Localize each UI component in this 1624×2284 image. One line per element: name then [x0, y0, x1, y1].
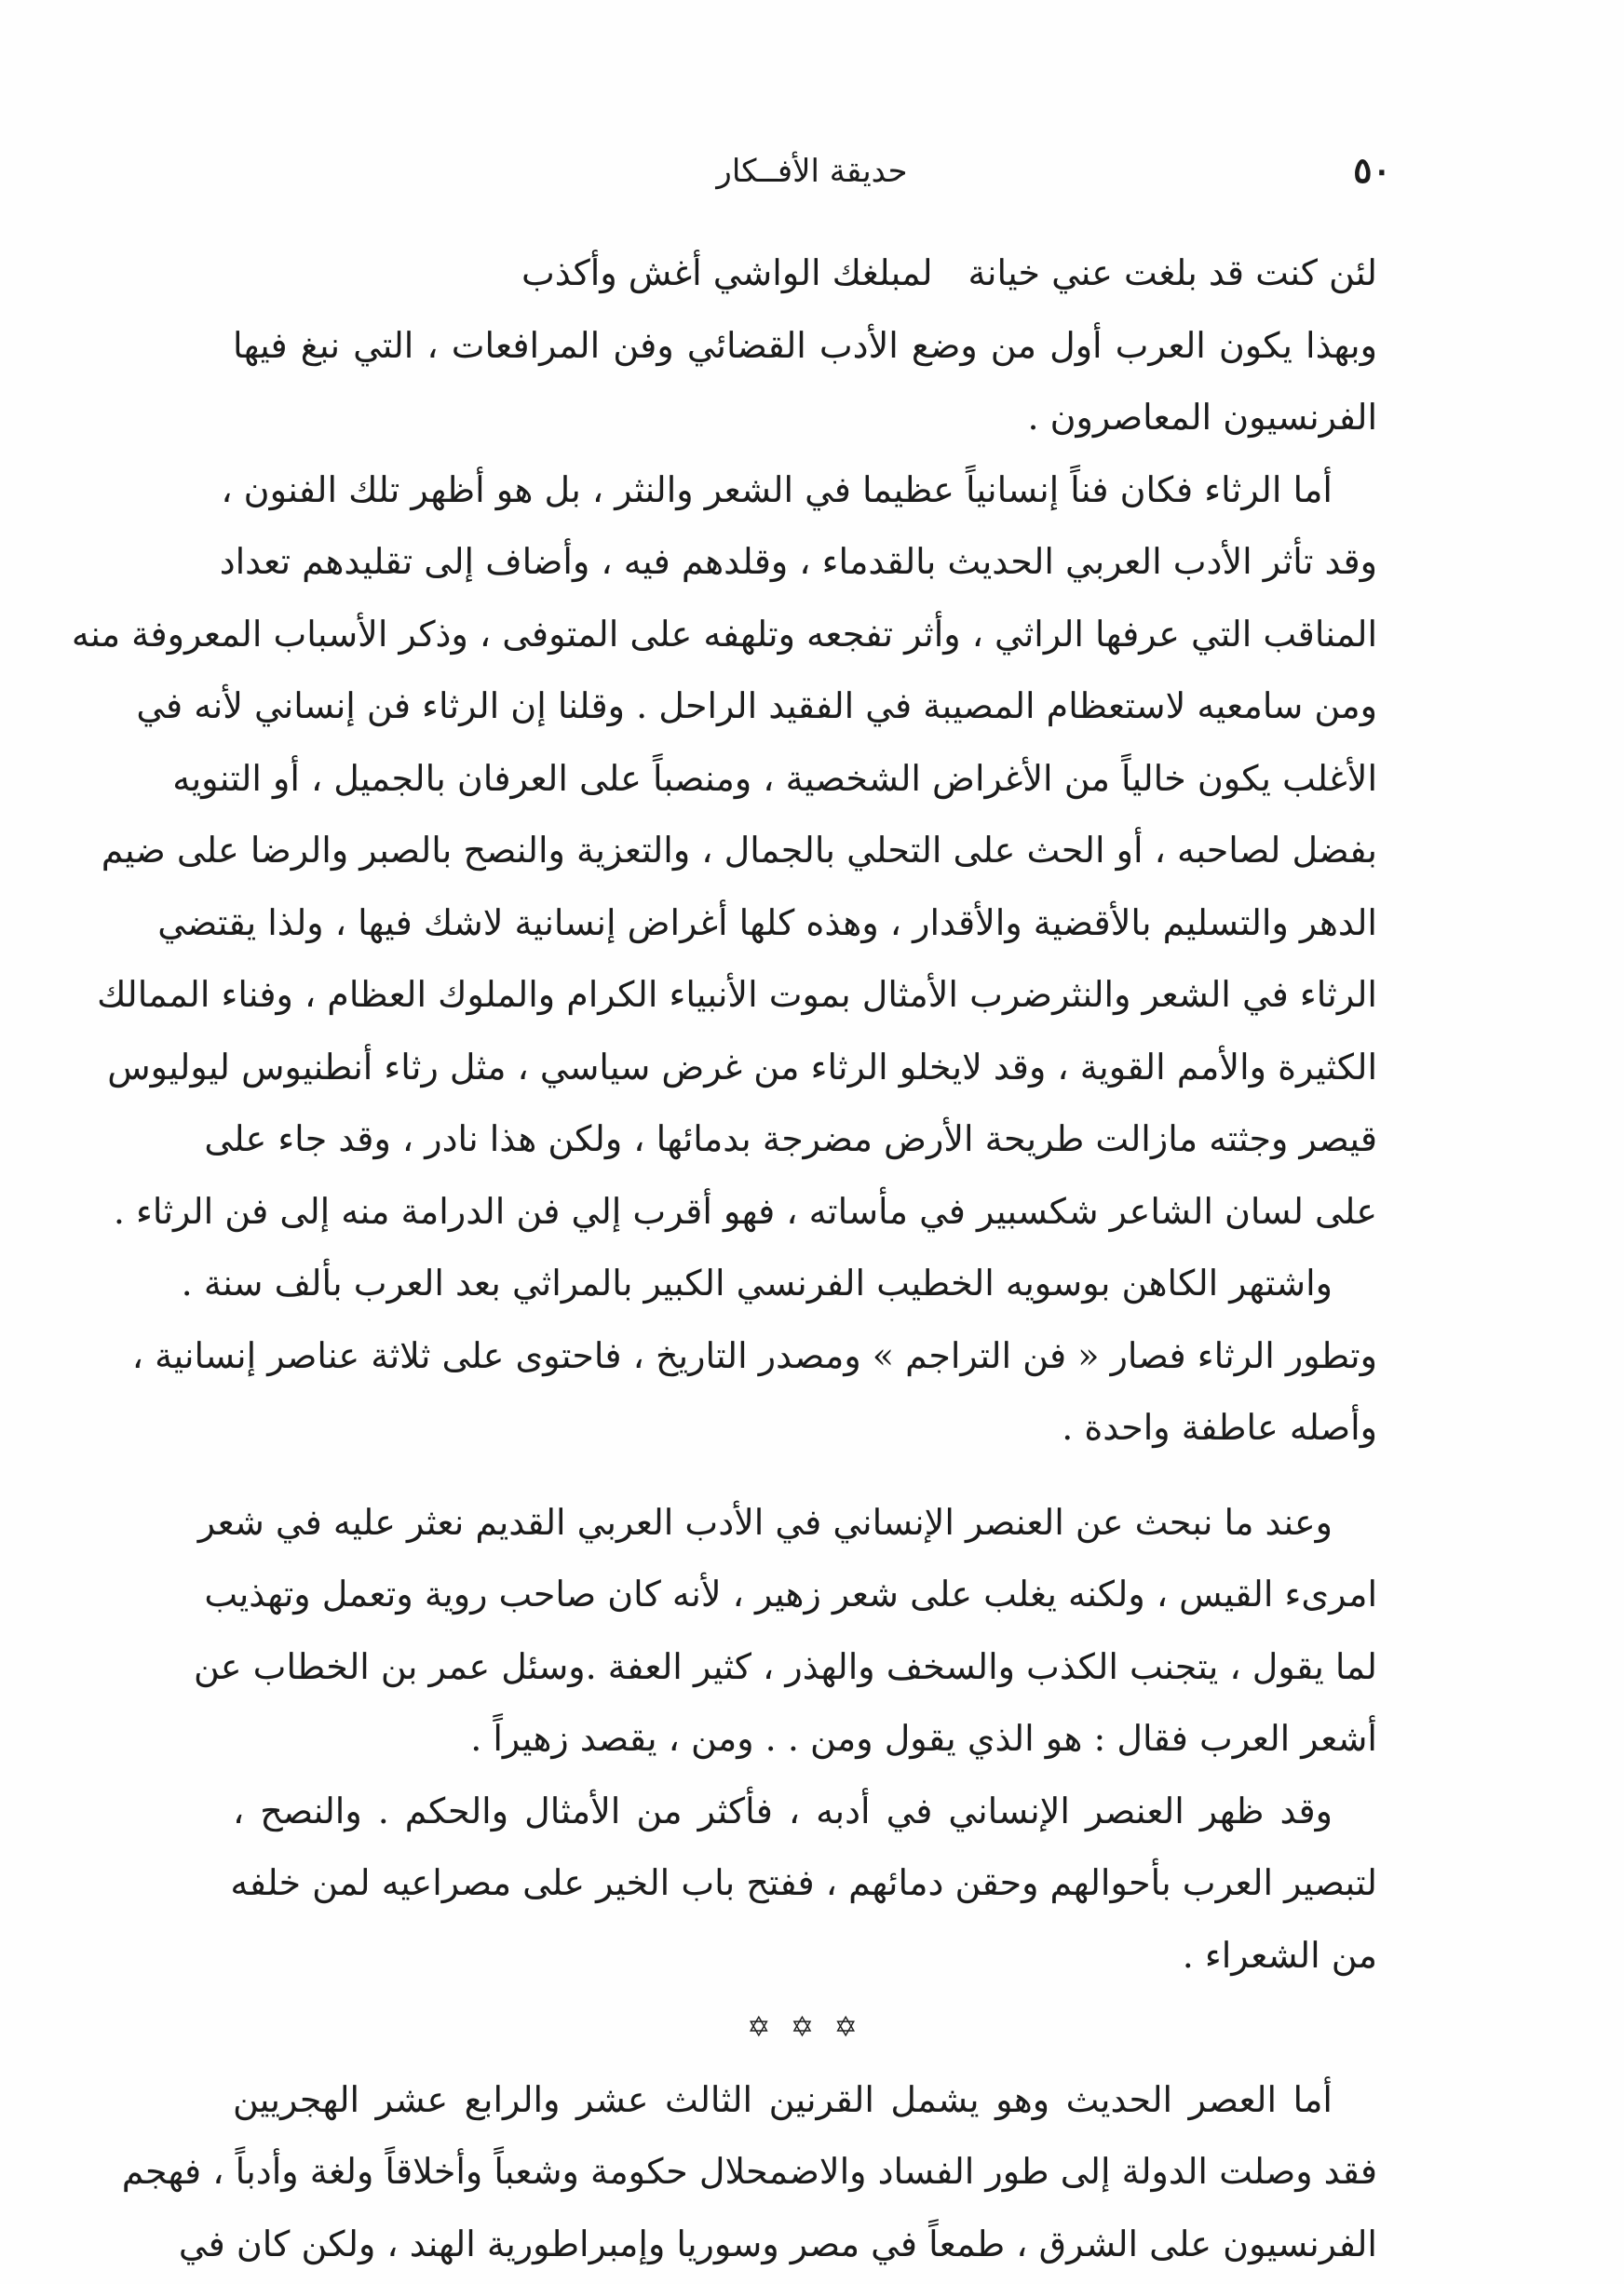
running-title: حديقة الأفــكار	[716, 153, 908, 190]
text-line: الرثاء في الشعر والنثرضرب الأمثال بموت الأنبياء الكرام والملوك العظام ، وفناء الممالك	[97, 974, 1377, 1015]
paragraph-elegy	[71, 454, 1377, 1249]
paragraph-judicial-literature	[233, 310, 1377, 454]
text-line: وأصله عاطفة واحدة .	[1062, 1407, 1377, 1448]
body-text	[71, 237, 1377, 2280]
paragraph-human-element	[193, 1487, 1377, 1776]
text-line: الأغلب يكون خالياً من الأغراض الشخصية ، ومنصباً على العرفان بالجميل ، أو التنويه	[172, 757, 1377, 799]
text-line: المناقب التي عرفها الراثي ، وأثر تفجعه وتلهفه على المتوفى ، وذكر الأسباب المعروفة منه	[71, 613, 1377, 655]
page-number: ٥٠	[1353, 149, 1391, 191]
paragraph-zuhair	[230, 1776, 1377, 1993]
text-line: وتطور الرثاء فصار « فن التراجم » ومصدر التاريخ ، فاحتوى على ثلاثة عناصر إنسانية ،	[131, 1334, 1377, 1376]
paragraph-bossuet	[131, 1248, 1377, 1465]
paragraph-modern-era	[121, 2064, 1377, 2281]
text-line: امرىء القيس ، ولكنه يغلب على شعر زهير ، لأنه كان صاحب روية وتعمل وتهذيب	[204, 1574, 1377, 1615]
verse-first-hemistich: لئن كنت قد بلغت عني خيانة	[968, 252, 1377, 293]
text-line: الفرنسيون المعاصرون .	[1027, 397, 1377, 438]
text-line: لما يقول ، يتجنب الكذب والسخف والهذر ، كثير العفة .وسئل عمر بن الخطاب عن	[193, 1645, 1377, 1687]
text-line: وعند ما نبحث عن العنصر الإنساني في الأدب العربي القديم نعثر عليه في شعر	[197, 1501, 1333, 1543]
text-line: الكثيرة والأمم القوية ، وقد لايخلو الرثاء من غرض سياسي ، مثل رثاء أنطنيوس ليوليوس	[107, 1046, 1377, 1088]
text-line: وبهذا يكون العرب أول من وضع الأدب القضائي وفن المرافعات ، التي نبغ فيها	[233, 324, 1377, 366]
text-line: وقد ظهر العنصر الإنساني في أدبه ، فأكثر من الأمثال والحكم . والنصح ،	[233, 1790, 1333, 1831]
page-header	[233, 149, 1391, 196]
poem-verse	[233, 237, 1377, 310]
text-line: الفرنسيون على الشرق ، طمعاً في مصر وسوريا وإمبراطورية الهند ، ولكن كان في	[178, 2223, 1377, 2264]
section-separator: ✡ ✡ ✡	[747, 2011, 863, 2044]
verse-second-hemistich: لمبلغك الواشي أغش وأكذب	[521, 252, 933, 293]
text-line: الدهر والتسليم بالأقضية والأقدار ، وهذه كلها أغراض إنسانية لاشك فيها ، ولذا يقتضي	[157, 901, 1377, 943]
text-line: لتبصير العرب بأحوالهم وحقن دمائهم ، ففتح باب الخير على مصراعيه لمن خلفه	[230, 1862, 1377, 1903]
text-line: أشعر العرب فقال : هو الذي يقول ومن . . ومن ، يقصد زهيراً .	[470, 1718, 1377, 1759]
text-line: وقد تأثر الأدب العربي الحديث بالقدماء ، وقلدهم فيه ، وأضاف إلى تقليدهم تعداد	[219, 541, 1377, 582]
text-line: أما العصر الحديث وهو يشمل القرنين الثالث عشر والرابع عشر الهجريين	[233, 2078, 1333, 2120]
text-line: واشتهر الكاهن بوسويه الخطيب الفرنسي الكبير بالمراثي بعد العرب بألف سنة .	[181, 1263, 1333, 1304]
text-line: قيصر وجثته مازالت طريحة الأرض مضرجة بدمائها ، ولكن هذا نادر ، وقد جاء على	[204, 1118, 1377, 1159]
text-line: فقد وصلت الدولة إلى طور الفساد والاضمحلال حكومة وشعباً وأخلاقاً ولغة وأدباً ، فهجم	[121, 2151, 1377, 2192]
text-line: أما الرثاء فكان فناً إنسانياً عظيما في الشعر والنثر ، بل هو أظهر تلك الفنون ،	[221, 468, 1333, 510]
text-line: ومن سامعيه لاستعظام المصيبة في الفقيد الراحل . وقلنا إن الرثاء فن إنساني لأنه في	[136, 685, 1377, 726]
text-line: بفضل لصاحبه ، أو الحث على التحلي بالجمال ، والتعزية والنصح بالصبر والرضا على ضيم	[101, 830, 1377, 871]
text-line: من الشعراء .	[1182, 1934, 1377, 1976]
text-line: على لسان الشاعر شكسبير في مأساته ، فهو أقرب إلي فن الدرامة منه إلى فن الرثاء .	[113, 1190, 1377, 1232]
paragraph-gap	[233, 1465, 1377, 1487]
